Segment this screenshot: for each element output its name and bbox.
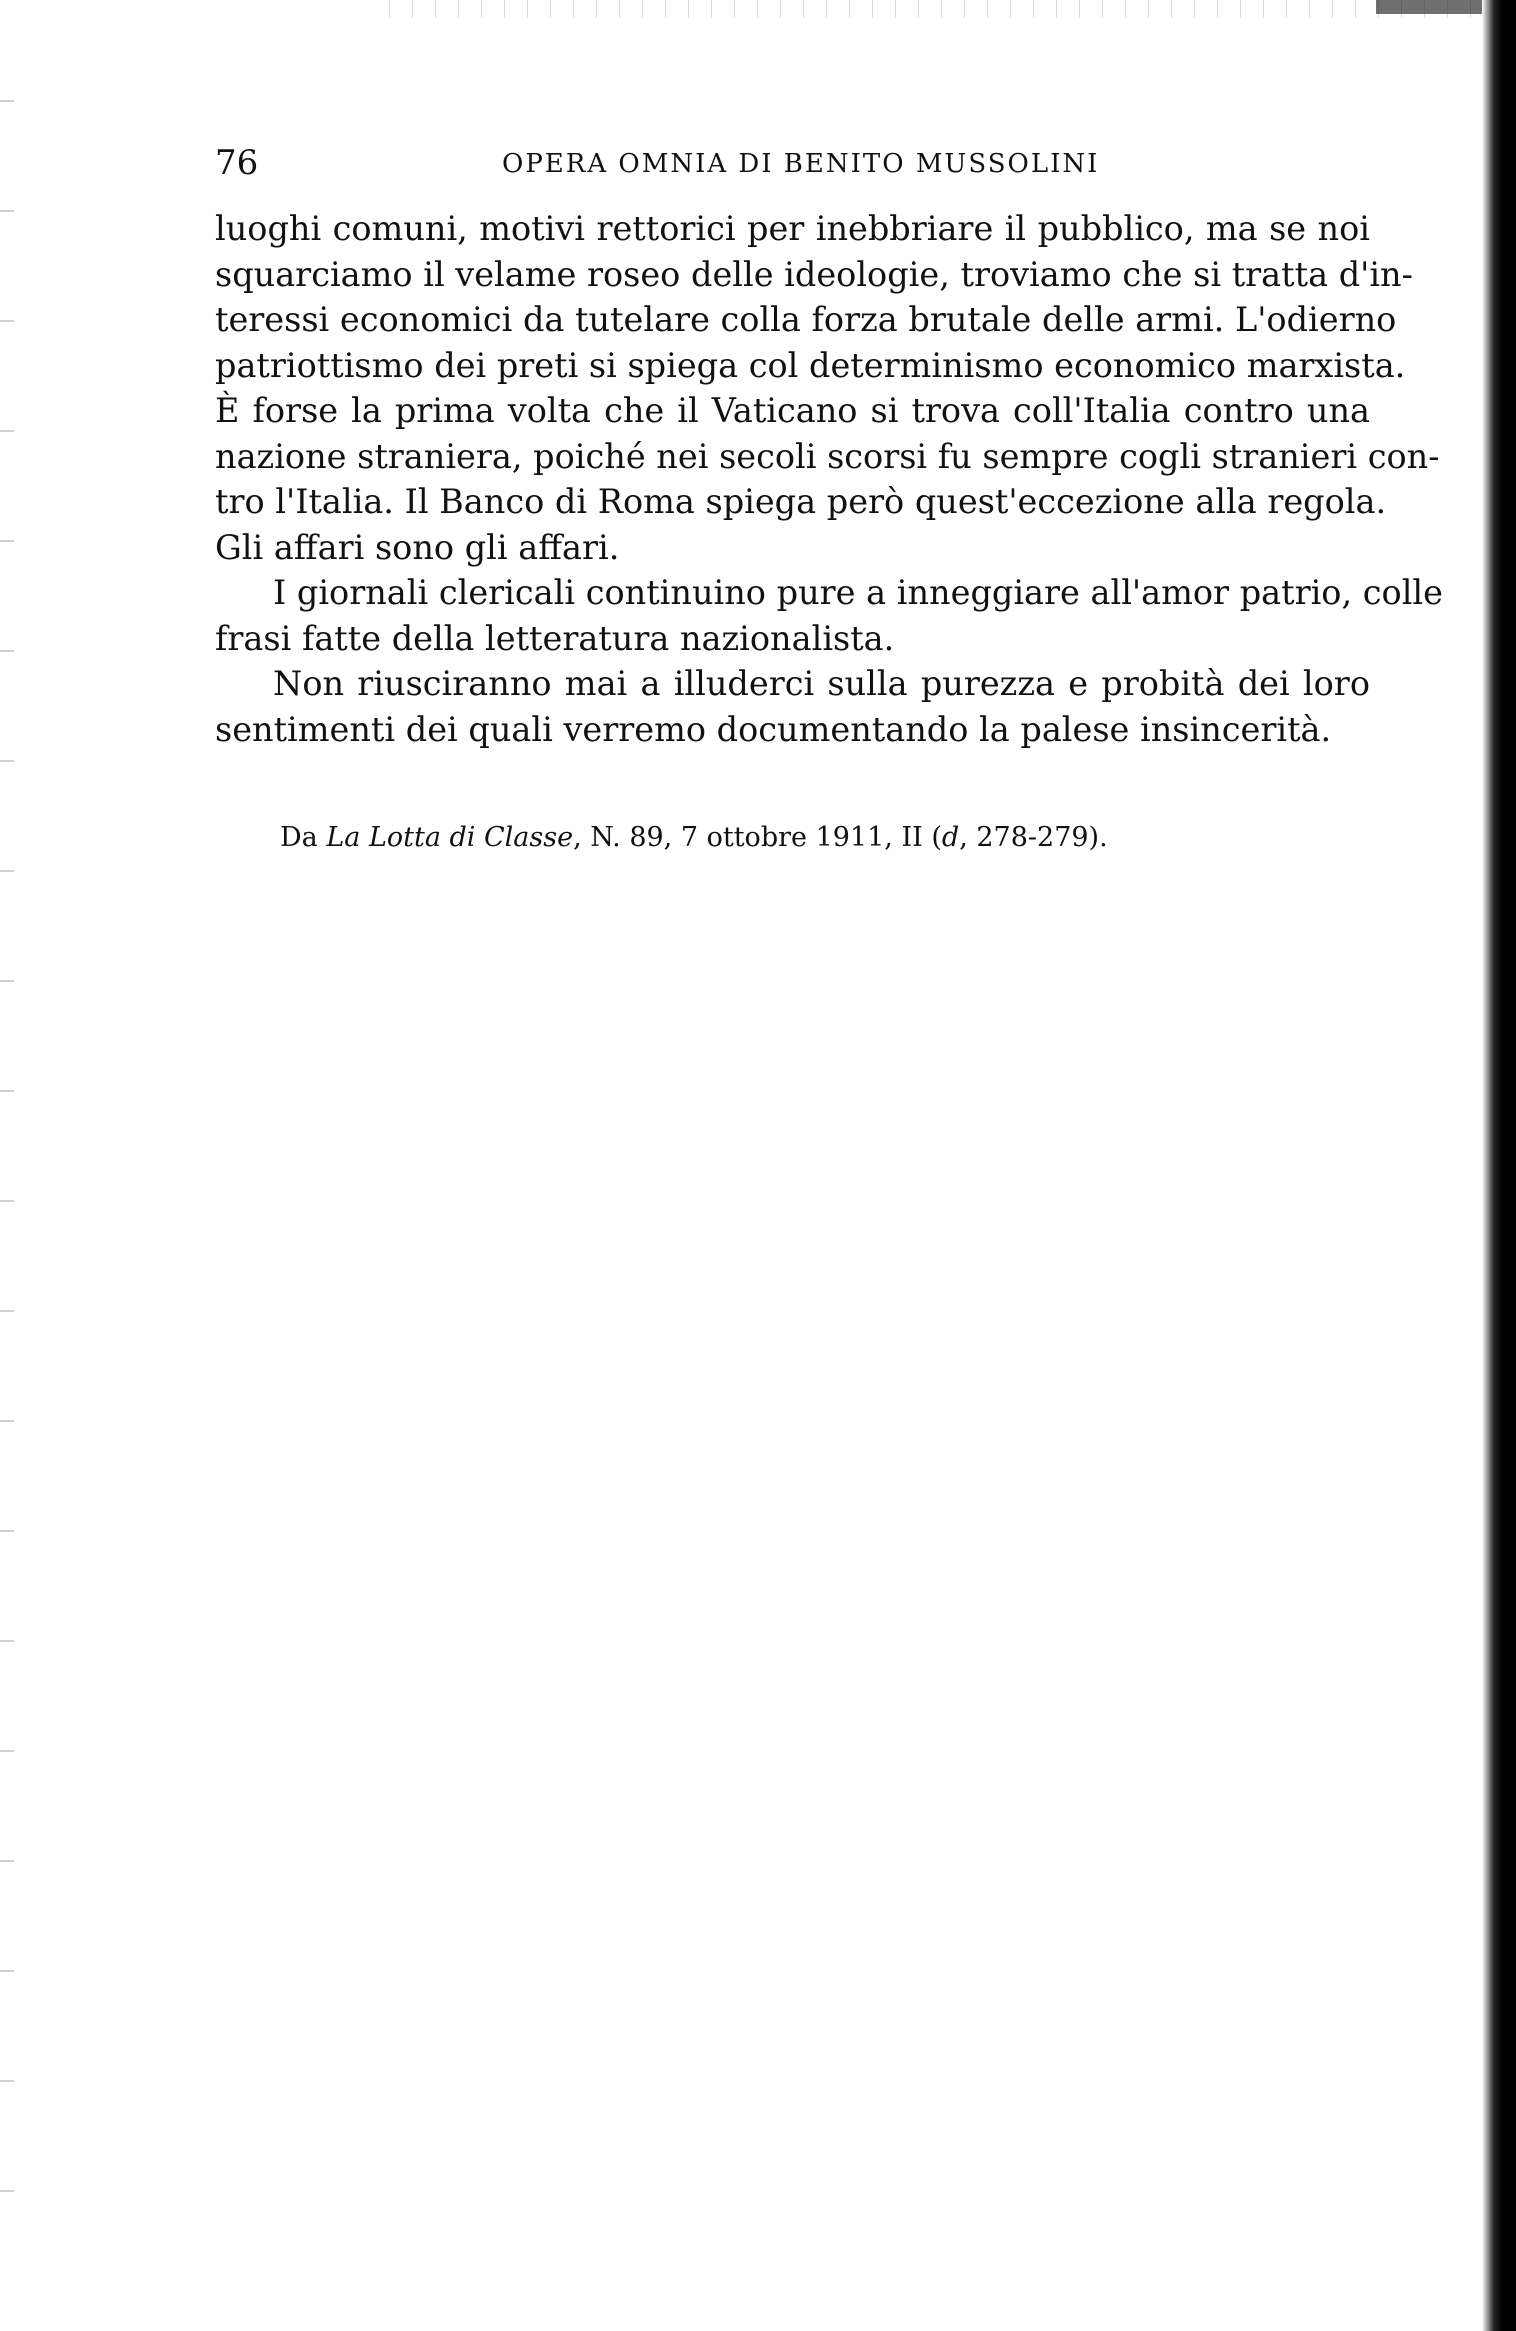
text-line: Gli affari sono gli affari. [215,527,620,567]
body-text [215,206,1443,752]
text-line: I giornali clericali continuino pure a inneggiare all'amor patrio, colle [273,573,1443,612]
source-ref: d [941,822,960,853]
scan-noise-left [0,60,14,2260]
running-head: OPERA OMNIA DI BENITO MUSSOLINI [502,149,1100,179]
text-line: patriottismo dei preti si spiega col determinismo economico marxista. [215,345,1406,385]
text-line: nazione straniera, poiché nei secoli scorsi fu sempre cogli stranieri con- [215,436,1440,476]
scan-noise-top [380,0,1480,18]
scan-binding-edge [1482,0,1516,2331]
text-line: sentimenti dei quali verremo documentando la palese insincerità. [215,709,1332,749]
source-title: La Lotta di Classe [326,822,574,853]
source-suffix: , 278-279). [959,822,1108,853]
source-citation [280,818,1108,858]
text-line: È forse la prima volta che il Vaticano si trova coll'Italia contro una [215,391,1370,430]
text-line: luoghi comuni, motivi rettorici per inebbriare il pubblico, ma se noi [215,209,1370,248]
source-prefix: Da [280,822,327,853]
text-line: teressi economici da tutelare colla forza brutale delle armi. L'odierno [215,300,1397,339]
text-line: squarciamo il velame roseo delle ideologie, troviamo che si tratta d'in- [215,254,1413,294]
text-line: frasi fatte della letteratura nazionalista. [215,618,895,658]
text-line: tro l'Italia. Il Banco di Roma spiega però quest'eccezione alla regola. [215,482,1387,521]
text-line: Non riusciranno mai a illuderci sulla purezza e probità dei loro [273,664,1370,703]
page-header [215,140,1365,192]
source-middle: , N. 89, 7 ottobre 1911, II ( [573,822,942,853]
page-number: 76 [215,143,259,183]
scan-shadow-corner [1376,0,1486,14]
